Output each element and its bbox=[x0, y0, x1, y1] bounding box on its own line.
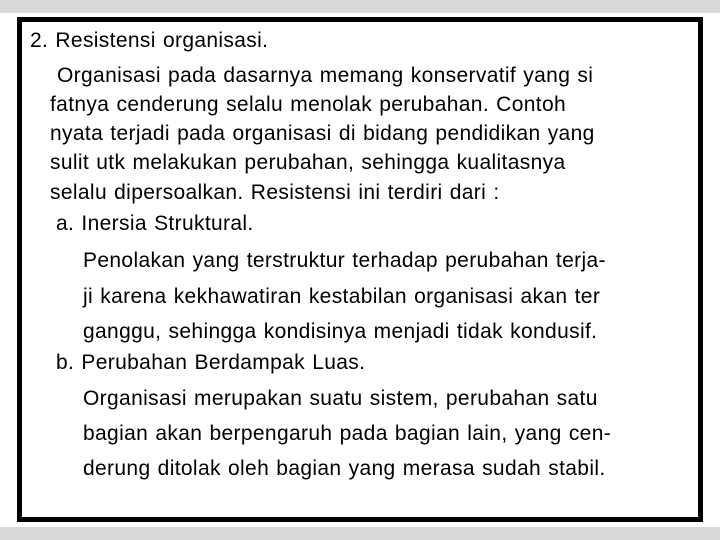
item-a-title: a. Inersia Struktural. bbox=[56, 212, 254, 235]
item-b-title: b. Perubahan Berdampak Luas. bbox=[56, 351, 366, 374]
intro-line: sulit utk melakukan perubahan, sehingga kualitasnya bbox=[50, 151, 566, 174]
intro-line: Organisasi pada dasarnya memang konservatif yang si bbox=[57, 64, 594, 87]
intro-line: nyata terjadi pada organisasi di bidang pendidikan yang bbox=[50, 122, 595, 145]
bottom-gray-strip bbox=[0, 527, 720, 540]
item-b-line: Organisasi merupakan suatu sistem, perubahan satu bbox=[83, 387, 598, 410]
item-b-line: derung ditolak oleh bagian yang merasa sudah stabil. bbox=[83, 457, 606, 480]
item-b-line: bagian akan berpengaruh pada bagian lain, yang cen- bbox=[83, 422, 612, 445]
intro-line: fatnya cenderung selalu menolak perubahan. Contoh bbox=[50, 93, 566, 116]
top-gray-strip bbox=[0, 0, 720, 13]
item-a-line: ganggu, sehingga kondisinya menjadi tidak kondusif. bbox=[83, 320, 598, 343]
item-a-line: Penolakan yang terstruktur terhadap perubahan terja- bbox=[83, 249, 606, 272]
item-a-line: ji karena kekhawatiran kestabilan organisasi akan ter bbox=[83, 285, 601, 308]
slide-heading: 2. Resistensi organisasi. bbox=[30, 29, 269, 52]
intro-line: selalu dipersoalkan. Resistensi ini terdiri dari : bbox=[50, 181, 500, 204]
